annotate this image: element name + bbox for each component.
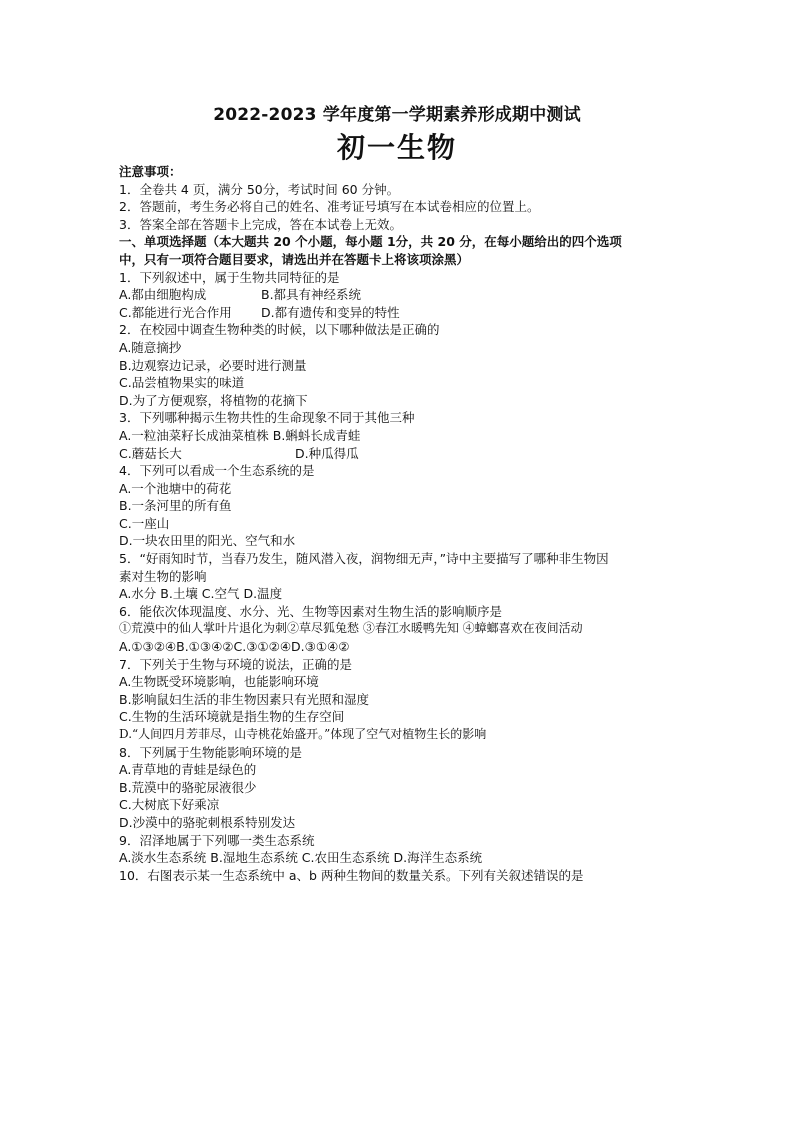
section-heading-line: 一、单项选择题（本大题共 20 个小题，每小题 1分，共 20 分，在每小题给出的四个选项 [119,234,622,250]
option-c: C.大树底下好乘凉 [119,797,220,813]
option-a: A.生物既受环境影响，也能影响环境 [119,674,319,690]
exam-title: 2022-2023 学年度第一学期素养形成期中测试 [213,105,581,125]
notes-heading: 注意事项： [119,164,182,179]
question-9-options: A.淡水生态系统 B.湿地生态系统 C.农田生态系统 D.海洋生态系统 [119,850,483,866]
option-d: D.沙漠中的骆驼刺根系特别发达 [119,814,296,830]
option-a: A.一个池塘中的荷花 [119,480,232,496]
question-5-stem: 5．“好雨知时节，当春乃发生，随风潜入夜，润物细无声，”诗中主要描写了哪种非生物因 [119,551,609,567]
question-1-options-row [119,304,679,322]
question-6-stem: 6．能依次体现温度、水分、光、生物等因素对生物生活的影响顺序是 [119,603,502,619]
option-b: B.荒漠中的骆驼尿液很少 [119,779,257,795]
question-6-options: A.①③②④B.①③④②C.③①②④D.③①④② [119,639,350,655]
option-b: B.影响鼠妇生活的非生物因素只有光照和湿度 [119,691,370,707]
section-heading-line: 中，只有一项符合题目要求，请选出并在答题卡上将该项涂黑） [119,251,470,267]
option-ab: A.一粒油菜籽长成油菜植株 B.蝌蚪长成青蛙 [119,427,361,443]
option-a: A.青草地的青蛙是绿色的 [119,762,257,778]
option-d: D.一块农田里的阳光、空气和水 [119,533,296,549]
question-2-stem: 2．在校园中调查生物种类的时候，以下哪种做法是正确的 [119,322,440,338]
option-b: B.边观察边记录，必要时进行测量 [119,357,307,373]
note-item: 2．答题前，考生务必将自己的姓名、准考证号填写在本试卷相应的位置上。 [119,199,540,215]
option-d: D.都有遗传和变异的特性 [261,304,400,320]
option-b: B.都具有神经系统 [261,287,362,303]
option-c: C.生物的生活环境就是指生物的生存空间 [119,709,345,725]
question-6-items: ①荒漠中的仙人掌叶片退化为刺②草尽狐兔愁 ③春江水暖鸭先知 ④蟑螂喜欢在夜间活动 [119,621,583,636]
subject-title: 初一生物 [336,131,457,164]
option-c: C.品尝植物果实的味道 [119,375,245,391]
note-item: 3．答案全部在答题卡上完成，答在本试卷上无效。 [119,216,402,232]
question-5-options: A.水分 B.土壤 C.空气 D.温度 [119,586,283,602]
note-item: 1．全卷共 4 页，满分 50分，考试时间 60 分钟。 [119,181,400,197]
question-4-stem: 4．下列可以看成一个生态系统的是 [119,463,315,479]
question-8-stem: 8．下列属于生物能影响环境的是 [119,744,302,760]
question-1-stem: 1．下列叙述中，属于生物共同特征的是 [119,269,340,285]
option-d: D.“人间四月芳菲尽，山寺桃花始盛开。”体现了空气对植物生长的影响 [119,727,487,741]
question-1-options-row [119,286,679,304]
option-c: C.都能进行光合作用 [119,304,232,320]
question-3-stem: 3．下列哪种揭示生物共性的生命现象不同于其他三种 [119,410,415,426]
option-a: A.随意摘抄 [119,339,182,355]
option-d: D.种瓜得瓜 [295,445,359,461]
option-d: D.为了方便观察，将植物的花摘下 [119,392,308,408]
question-5-stem-cont: 素对生物的影响 [119,568,207,584]
question-7-stem: 7．下列关于生物与环境的说法，正确的是 [119,656,352,672]
question-9-stem: 9．沼泽地属于下列哪一类生态系统 [119,832,315,848]
option-b: B.一条河里的所有鱼 [119,498,232,514]
option-a: A.都由细胞构成 [119,287,207,303]
option-c: C.一座山 [119,515,170,531]
option-c: C.蘑菇长大 [119,445,182,461]
question-10-stem: 10．右图表示某一生态系统中 a、b 两种生物间的数量关系。下列有关叙述错误的是 [119,867,584,883]
exam-content [119,163,679,884]
question-3-options-row [119,445,679,463]
